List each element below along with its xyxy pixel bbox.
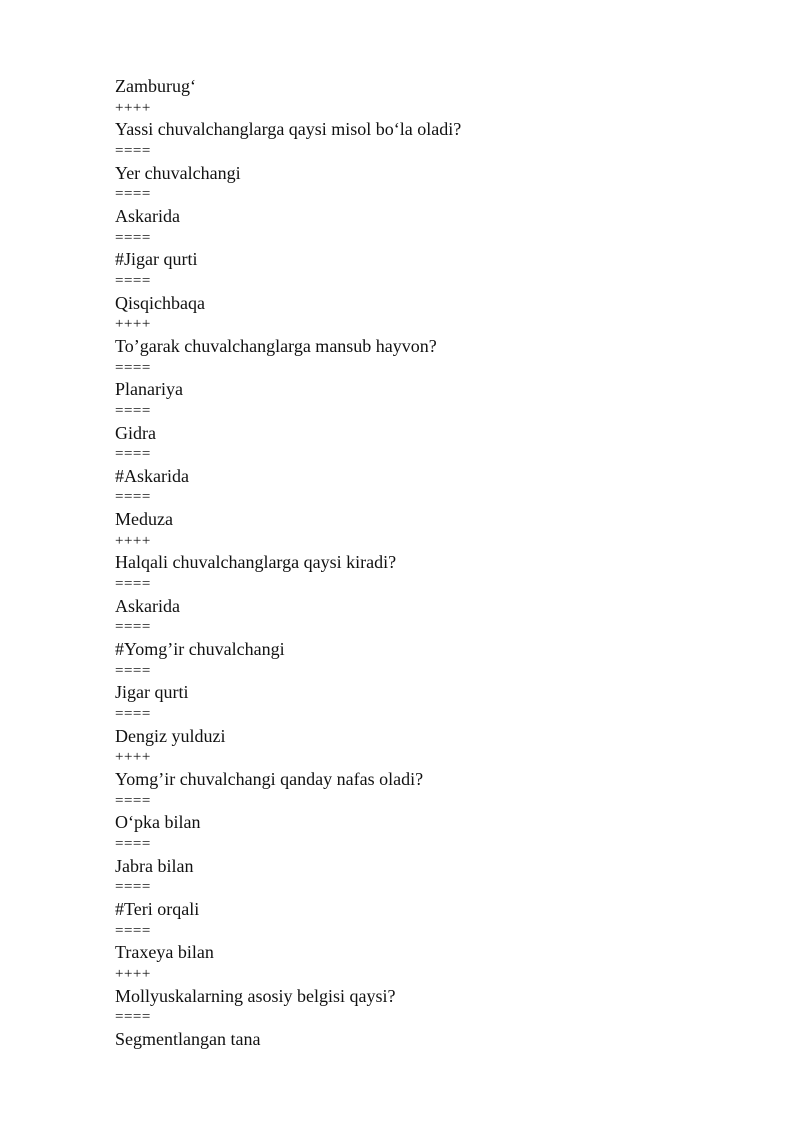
text-line: #Askarida <box>115 465 189 486</box>
text-line: Yomg’ir chuvalchangi qanday nafas oladi? <box>115 769 424 789</box>
answer-separator: ==== <box>115 879 151 896</box>
answer-separator: ==== <box>115 922 151 939</box>
answer-separator: ==== <box>115 576 151 593</box>
text-line: Gidra <box>115 422 156 443</box>
question-separator: ++++ <box>115 99 151 116</box>
text-line: Jabra bilan <box>115 855 194 876</box>
text-line: Dengiz yulduzi <box>115 725 226 746</box>
text-line: Jigar qurti <box>115 682 189 703</box>
text-line: #Yomg’ir chuvalchangi <box>115 639 285 660</box>
answer-separator: ==== <box>115 359 151 376</box>
text-line: Halqali chuvalchanglarga qaysi kiradi? <box>115 552 397 573</box>
answer-separator: ==== <box>115 706 151 723</box>
question-separator: ++++ <box>115 749 151 766</box>
answer-separator: ==== <box>115 662 151 679</box>
answer-separator: ==== <box>115 835 151 852</box>
answer-separator: ==== <box>115 619 151 636</box>
answer-separator: ==== <box>115 272 151 289</box>
text-line: Meduza <box>115 509 173 530</box>
question-separator: ++++ <box>115 532 151 549</box>
text-line: Qisqichbaqa <box>115 292 205 313</box>
text-line: Yer chuvalchangi <box>115 162 241 183</box>
question-separator: ++++ <box>115 316 151 333</box>
text-line: #Teri orqali <box>115 898 200 919</box>
answer-separator: ==== <box>115 489 151 506</box>
answer-separator: ==== <box>115 1009 151 1026</box>
answer-separator: ==== <box>115 186 151 203</box>
text-line: Yassi chuvalchanglarga qaysi misol bo‘la oladi? <box>115 119 462 140</box>
text-line: Traxeya bilan <box>115 942 214 963</box>
answer-separator: ==== <box>115 402 151 419</box>
answer-separator: ==== <box>115 229 151 246</box>
document-body <box>115 76 755 1051</box>
text-line: Askarida <box>115 205 180 226</box>
text-line: Planariya <box>115 379 183 400</box>
answer-separator: ==== <box>115 142 151 159</box>
question-separator: ++++ <box>115 965 151 982</box>
text-line: Askarida <box>115 595 180 616</box>
text-line: O‘pka bilan <box>115 812 201 833</box>
answer-separator: ==== <box>115 792 151 809</box>
text-line: Zamburug‘ <box>115 76 196 96</box>
text-line: Mollyuskalarning asosiy belgisi qaysi? <box>115 985 396 1006</box>
text-line: #Jigar qurti <box>115 249 198 270</box>
answer-separator: ==== <box>115 446 151 463</box>
text-line: Segmentlangan tana <box>115 1028 261 1049</box>
text-line: To’garak chuvalchanglarga mansub hayvon? <box>115 335 437 356</box>
